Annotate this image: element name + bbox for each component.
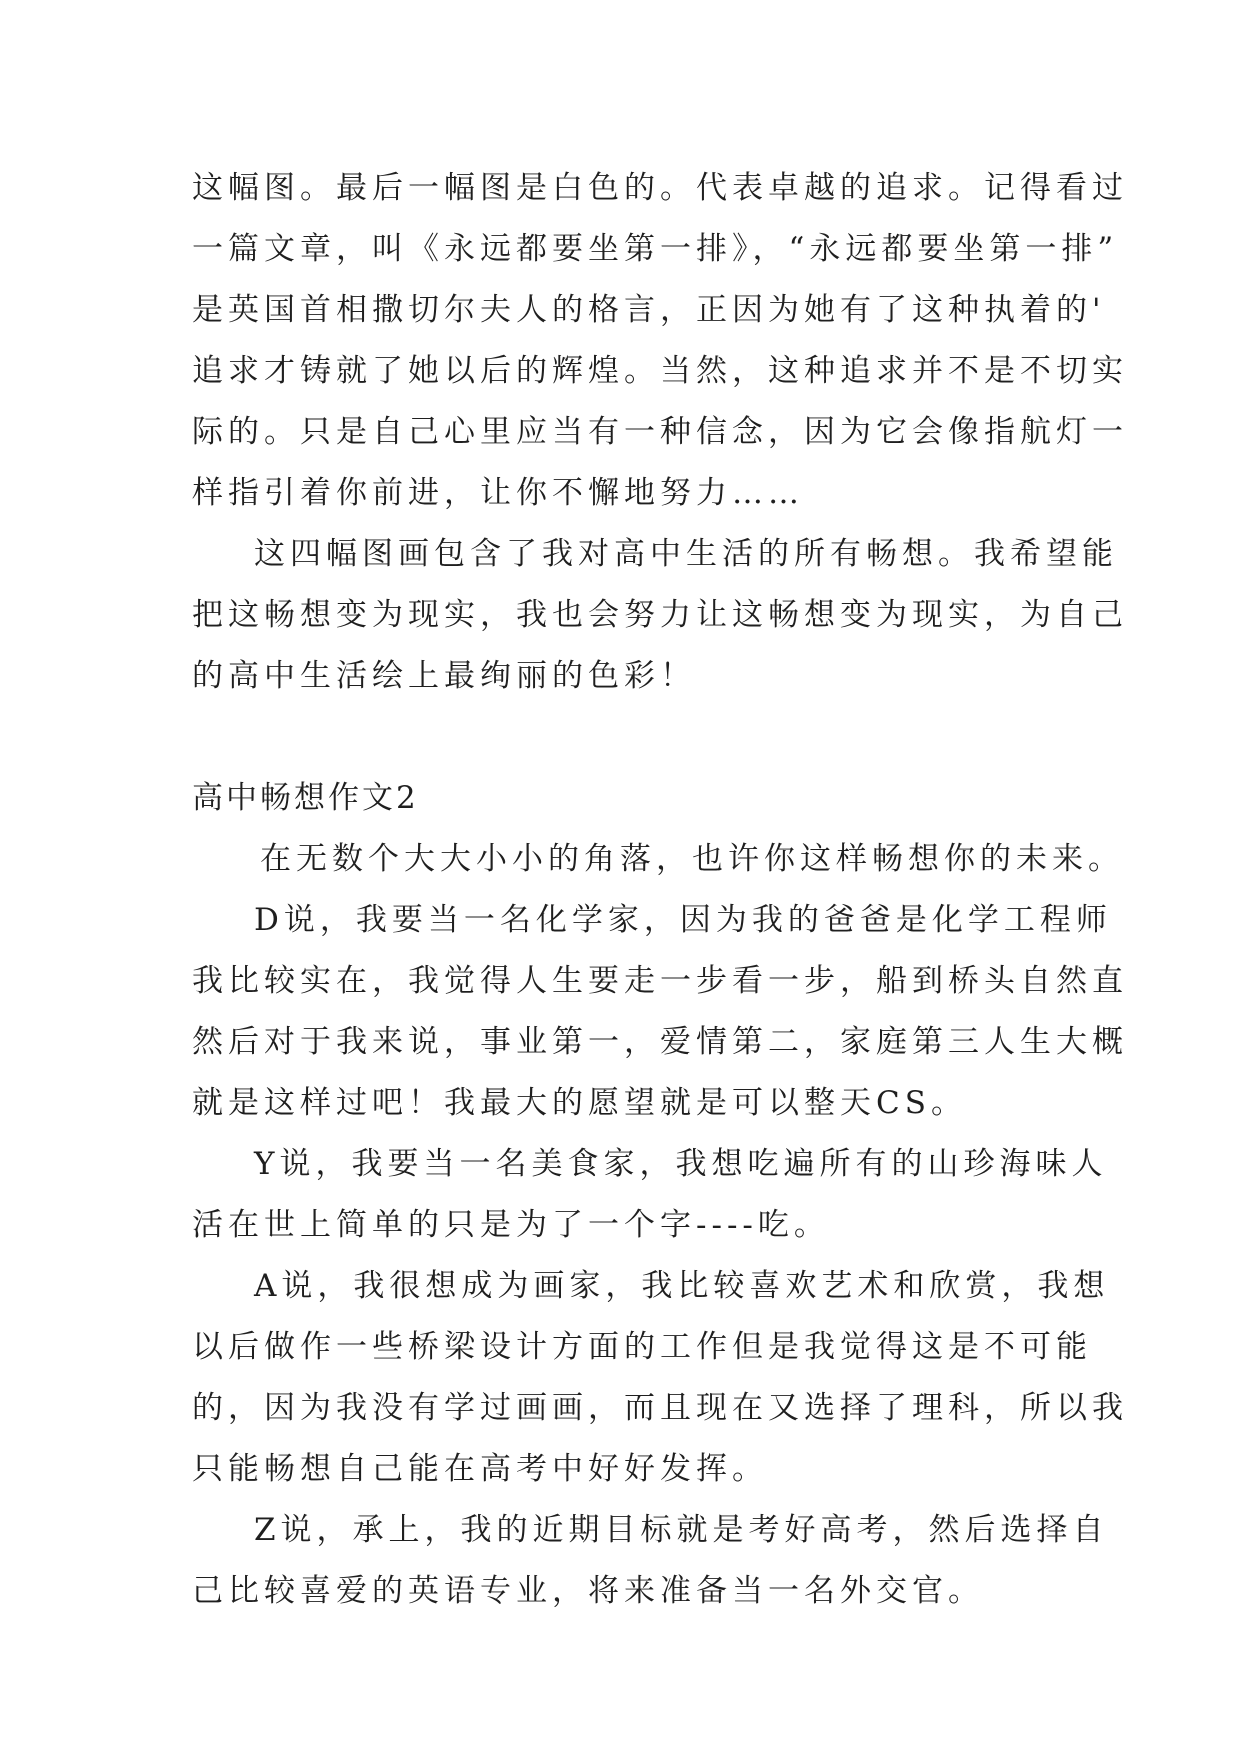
text-line: 这幅图。最后一幅图是白色的。代表卓越的追求。记得看过 xyxy=(192,170,1128,206)
text-line: 样指引着你前进，让你不懈地努力…… xyxy=(192,475,804,511)
text-line: 活在世上简单的只是为了一个字----吃。 xyxy=(192,1207,830,1243)
document-body xyxy=(192,158,1128,1622)
paragraph-start-line: D说，我要当一名化学家，因为我的爸爸是化学工程师 xyxy=(254,902,1112,938)
text-line: 己比较喜爱的英语专业，将来准备当一名外交官。 xyxy=(192,1573,984,1609)
paragraph-start-line: 这四幅图画包含了我对高中生活的所有畅想。我希望能 xyxy=(254,536,1118,572)
text-line: 一篇文章，叫《永远都要坐第一排》，“永远都要坐第一排” xyxy=(192,231,1119,267)
text-line: 际的。只是自己心里应当有一种信念，因为它会像指航灯一 xyxy=(192,414,1128,450)
text-line: 是英国首相撒切尔夫人的格言，正因为她有了这种执着的' xyxy=(192,292,1106,328)
paragraph-start-line: A说，我很想成为画家，我比较喜欢艺术和欣赏，我想 xyxy=(254,1268,1110,1304)
paragraph-start-line: Y说，我要当一名美食家，我想吃遍所有的山珍海味人 xyxy=(254,1146,1108,1182)
text-line: 追求才铸就了她以后的辉煌。当然，这种追求并不是不切实 xyxy=(192,353,1128,389)
text-line: 只能畅想自己能在高考中好好发挥。 xyxy=(192,1451,768,1487)
text-line: 我比较实在，我觉得人生要走一步看一步，船到桥头自然直 xyxy=(192,963,1128,999)
text-line: 把这畅想变为现实，我也会努力让这畅想变为现实，为自己 xyxy=(192,597,1128,633)
section-gap xyxy=(192,707,1072,768)
section-heading: 高中畅想作文2 xyxy=(192,780,419,816)
text-line: 就是这样过吧！我最大的愿望就是可以整天CS。 xyxy=(192,1085,967,1121)
paragraph-start-line: Z说，承上，我的近期目标就是考好高考，然后选择自 xyxy=(254,1512,1109,1548)
text-line: 的高中生活绘上最绚丽的色彩！ xyxy=(192,658,696,694)
text-line: 以后做作一些桥梁设计方面的工作但是我觉得这是不可能 xyxy=(192,1329,1092,1365)
text-line: 然后对于我来说，事业第一，爱情第二，家庭第三人生大概 xyxy=(192,1024,1128,1060)
text-line: 的，因为我没有学过画画，而且现在又选择了理科，所以我 xyxy=(192,1390,1128,1426)
paragraph-start-line: 在无数个大大小小的角落，也许你这样畅想你的未来。 xyxy=(260,841,1124,877)
